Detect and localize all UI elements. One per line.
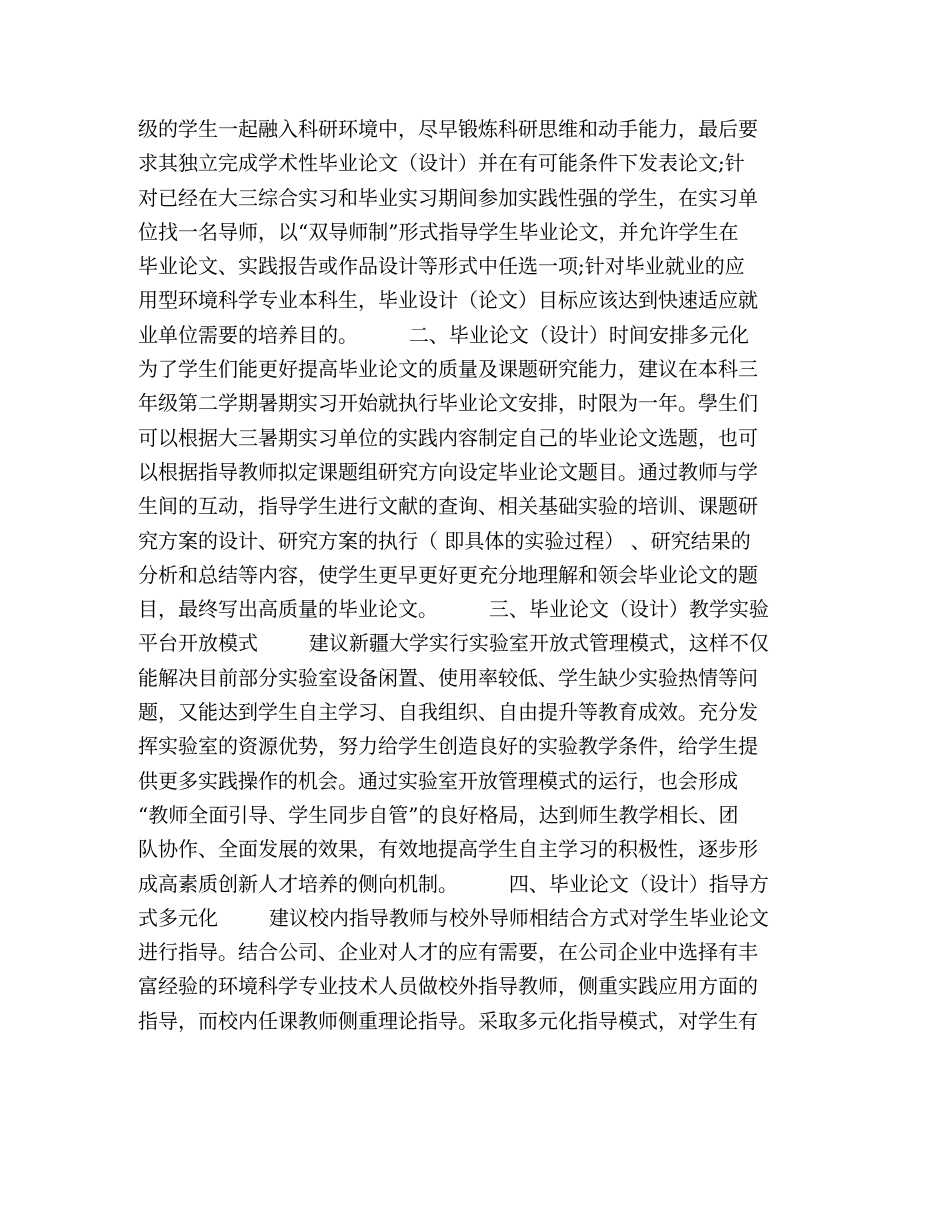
text-line: 以根据指导教师拟定课题组研究方向设定毕业论文题目。通过教师与学: [138, 459, 758, 484]
text-line: 对已经在大三综合实习和毕业实习期间参加实践性强的学生，在实习单: [138, 185, 758, 210]
text-line: 毕业论文、实践报告或作品设计等形式中任选一项;针对毕业就业的应: [138, 254, 745, 279]
text-line: 求其独立完成学术性毕业论文（设计）并在有可能条件下发表论文;针: [138, 151, 745, 176]
text-line: 业单位需要的培养目的。 二、毕业论文（设计）时间安排多元化: [138, 322, 749, 347]
text-line: 能解决目前部分实验室设备闲置、使用率较低、学生缺少实验热情等问: [138, 665, 758, 690]
text-line: 位找一名导师，以“双导师制”形式指导学生毕业论文，并允许学生在: [138, 219, 739, 244]
text-line: 挥实验室的资源优势，努力给学生创造良好的实验教学条件，给学生提: [138, 734, 758, 759]
text-line: 指导，而校内任课教师侧重理论指导。采取多元化指导模式，对学生有: [138, 1008, 758, 1033]
text-line: 生间的互动，指导学生进行文献的查询、相关基础实验的培训、课题研: [138, 494, 758, 519]
text-line: 成高素质创新人才培养的侧向机制。 四、毕业论文（设计）指导方: [138, 871, 769, 896]
text-line: “教师全面引导、学生同步自管”的良好格局，达到师生教学相长、团: [138, 802, 739, 827]
text-line: 究方案的设计、研究方案的执行（ 即具体的实验过程） 、研究结果的: [138, 528, 751, 553]
text-line: 富经验的环境科学专业技术人员做校外指导教师，侧重实践应用方面的: [138, 974, 758, 999]
text-line: 平台开放模式 建议新疆大学实行实验室开放式管理模式，这样不仅: [138, 631, 769, 656]
text-line: 队协作、全面发展的效果，有效地提高学生自主学习的积极性，逐步形: [138, 837, 758, 862]
text-line: 供更多实践操作的机会。通过实验室开放管理模式的运行，也会形成: [138, 768, 738, 793]
text-line: 级的学生一起融入科研环境中，尽早锻炼科研思维和动手能力，最后要: [138, 117, 758, 141]
text-line: 分析和总结等内容，使学生更早更好更充分地理解和领会毕业论文的题: [138, 562, 758, 587]
text-line: 用型环境科学专业本科生，毕业设计（论文）目标应该达到快速适应就: [138, 288, 758, 313]
body-text: [138, 112, 814, 1038]
text-line: 可以根据大三暑期实习单位的实践内容制定自己的毕业论文选题，也可: [138, 425, 758, 450]
text-line: 题，又能达到学生自主学习、自我组织、自由提升等教育成效。充分发: [138, 700, 758, 725]
text-line: 式多元化 建议校内指导教师与校外导师相结合方式对学生毕业论文: [138, 905, 769, 930]
text-line: 为了学生们能更好提高毕业论文的质量及课题研究能力，建议在本科三: [138, 357, 758, 382]
text-line: 年级第二学期暑期实习开始就执行毕业论文安排，时限为一年。學生们: [138, 391, 758, 416]
text-line: 目，最终写出高质量的毕业论文。 三、毕业论文（设计）教学实验: [138, 597, 769, 622]
text-line: 进行指导。结合公司、企业对人才的应有需要，在公司企业中选择有丰: [138, 940, 758, 965]
